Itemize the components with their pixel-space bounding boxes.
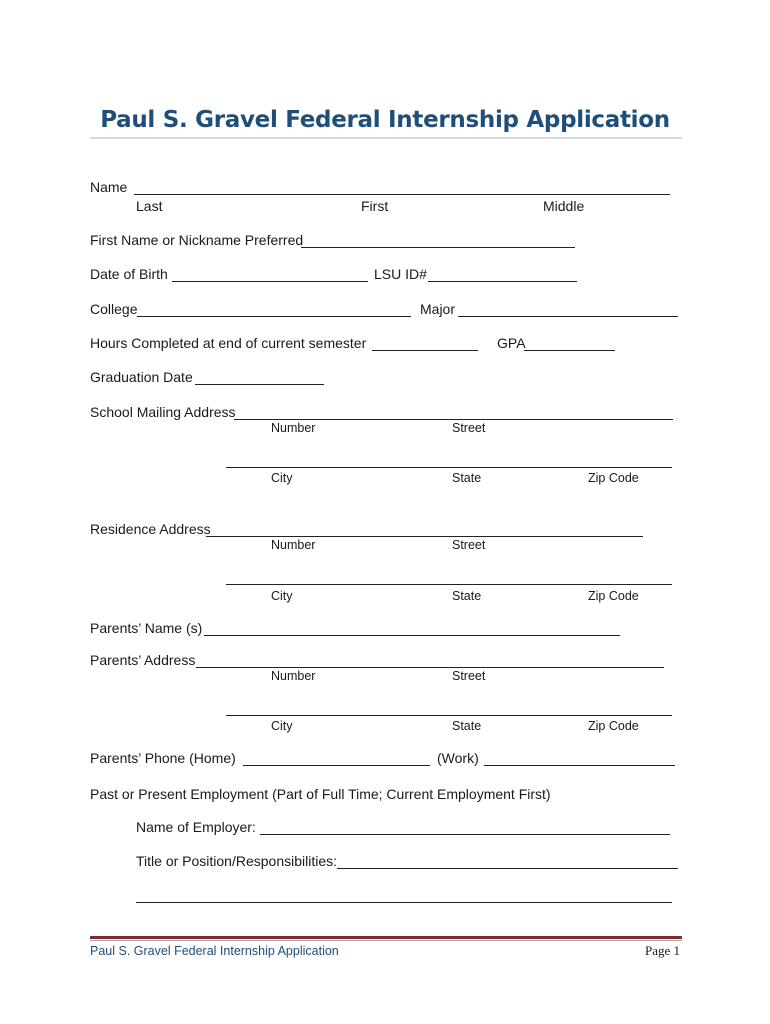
residence-address-label: Residence Address bbox=[90, 521, 211, 537]
name-middle-caption: Middle bbox=[543, 198, 585, 214]
parents-address-line1[interactable] bbox=[196, 667, 664, 668]
work-phone-label: (Work) bbox=[437, 750, 479, 766]
dob-field[interactable] bbox=[172, 281, 368, 282]
parents-address-line2[interactable] bbox=[226, 715, 672, 716]
major-label: Major bbox=[420, 301, 456, 317]
school-zip-caption: Zip Code bbox=[588, 471, 639, 485]
residence-state-caption: State bbox=[452, 589, 482, 603]
school-state-caption: State bbox=[452, 471, 482, 485]
major-field[interactable] bbox=[458, 316, 678, 317]
graduation-date-label: Graduation Date bbox=[90, 369, 193, 385]
footer-title: Paul S. Gravel Federal Internship Application bbox=[90, 944, 339, 958]
page-number: Page 1 bbox=[644, 943, 680, 958]
hours-label: Hours Completed at end of current semester bbox=[90, 335, 367, 351]
gpa-label: GPA bbox=[497, 335, 526, 351]
name-first-caption: First bbox=[361, 198, 389, 214]
school-address-label: School Mailing Address bbox=[90, 404, 236, 420]
employment-heading: Past or Present Employment (Part of Full Time; Current Employment First) bbox=[90, 786, 551, 802]
responsibilities-line[interactable] bbox=[136, 902, 672, 903]
employer-field[interactable] bbox=[260, 834, 670, 835]
name-field[interactable] bbox=[134, 194, 670, 195]
parents-state-caption: State bbox=[452, 719, 482, 733]
footer-divider bbox=[90, 936, 682, 939]
school-number-caption: Number bbox=[271, 421, 316, 435]
nickname-label: First Name or Nickname Preferred bbox=[90, 232, 304, 248]
school-city-caption: City bbox=[271, 471, 293, 485]
name-last-caption: Last bbox=[136, 198, 163, 214]
title-position-label: Title or Position/Responsibilities: bbox=[136, 853, 338, 869]
college-label: College bbox=[90, 301, 138, 317]
parents-street-caption: Street bbox=[452, 669, 486, 683]
residence-city-caption: City bbox=[271, 589, 293, 603]
parents-phone-label: Parents’ Phone (Home) bbox=[90, 750, 236, 766]
footer-divider-thin bbox=[90, 940, 682, 941]
parents-name-field[interactable] bbox=[204, 635, 620, 636]
gpa-field[interactable] bbox=[524, 350, 615, 351]
parents-zip-caption: Zip Code bbox=[588, 719, 639, 733]
school-address-line1[interactable] bbox=[234, 419, 673, 420]
residence-number-caption: Number bbox=[271, 538, 316, 552]
school-address-line2[interactable] bbox=[226, 467, 672, 468]
title-divider bbox=[90, 137, 682, 139]
residence-street-caption: Street bbox=[452, 538, 486, 552]
parents-city-caption: City bbox=[271, 719, 293, 733]
school-street-caption: Street bbox=[452, 421, 486, 435]
college-field[interactable] bbox=[137, 316, 411, 317]
lsu-id-field[interactable] bbox=[428, 281, 577, 282]
parents-address-label: Parents’ Address bbox=[90, 652, 196, 668]
title-position-field[interactable] bbox=[337, 868, 678, 869]
nickname-field[interactable] bbox=[301, 247, 575, 248]
parents-home-phone-field[interactable] bbox=[243, 765, 430, 766]
name-label: Name bbox=[90, 179, 128, 195]
residence-address-line2[interactable] bbox=[226, 584, 672, 585]
residence-address-line1[interactable] bbox=[206, 536, 643, 537]
dob-label: Date of Birth bbox=[90, 266, 168, 282]
graduation-date-field[interactable] bbox=[195, 384, 324, 385]
parents-work-phone-field[interactable] bbox=[484, 765, 675, 766]
page-title: Paul S. Gravel Federal Internship Application bbox=[100, 107, 670, 133]
residence-zip-caption: Zip Code bbox=[588, 589, 639, 603]
hours-field[interactable] bbox=[372, 350, 478, 351]
parents-number-caption: Number bbox=[271, 669, 316, 683]
employer-label: Name of Employer: bbox=[136, 819, 256, 835]
lsu-id-label: LSU ID# bbox=[374, 266, 427, 282]
parents-name-label: Parents’ Name (s) bbox=[90, 620, 203, 636]
